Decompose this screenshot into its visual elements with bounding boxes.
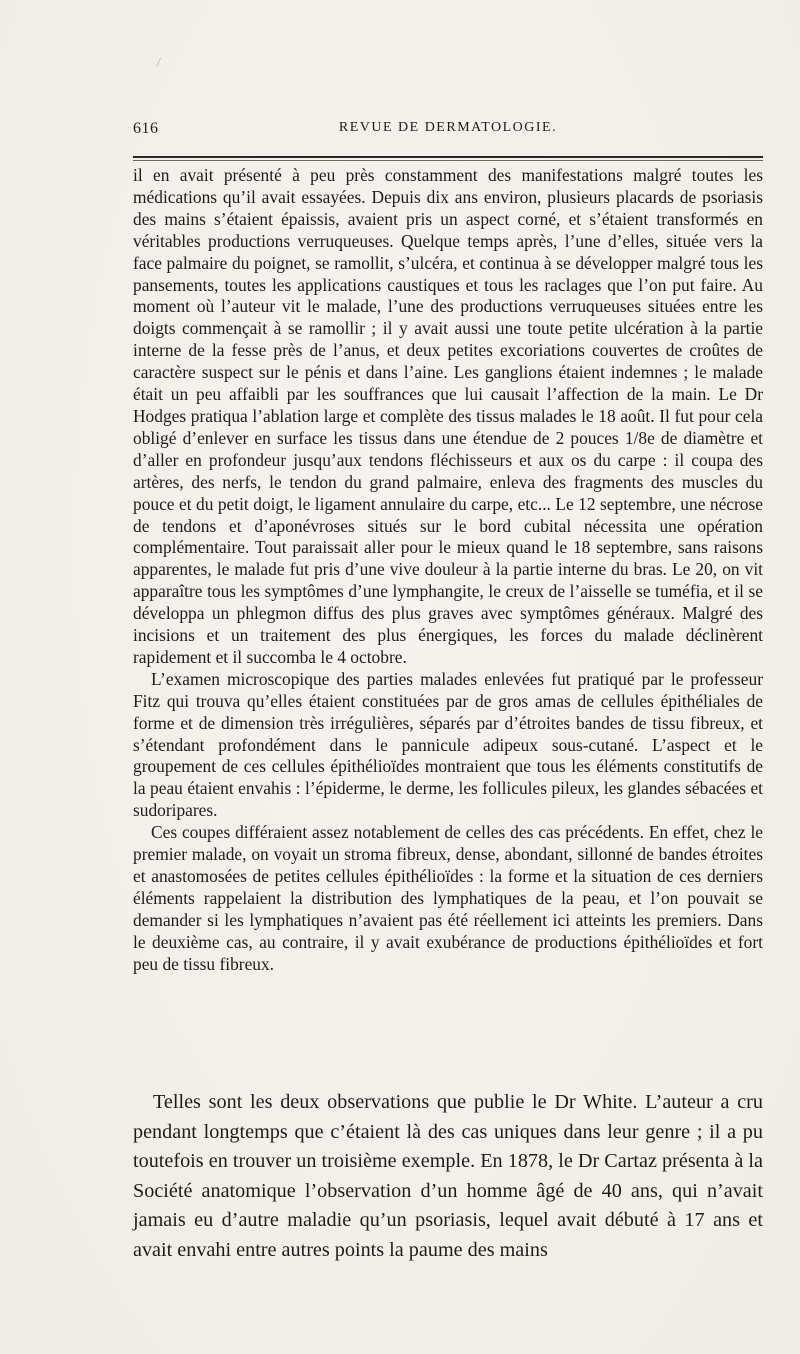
main-text	[133, 1088, 763, 1265]
body-text	[133, 165, 763, 976]
paragraph-comparison: Ces coupes différaient assez notablement de celles des cas précédents. En effet, chez le premier malade, on voyait un stroma fibreux, dense, abondant, sillonné de bandes étroites et anastomosées de petites cellules épithélioïdes : la forme et la situation de ces derniers éléments rappelaient la distribution des lymphatiques de la peau, et l’on pouvait se demander si les lymphatiques n’avaient pas été réellement ici atteints les premiers. Dans le deuxième cas, au contraire, il y avait exubérance de productions épithélioïdes et fort peu de tissu fibreux.	[133, 822, 763, 974]
page-number: 616	[133, 120, 159, 137]
running-title: REVUE DE DERMATOLOGIE.	[338, 120, 558, 135]
paragraph-case-continuation: il en avait présenté à peu près constamment des manifestations malgré toutes les médications qu’il avait essayées. Depuis dix ans environ, plusieurs placards de psoriasis des mains s’étaient épaissis, avaient pris un aspect corné, et s’étaient transformés en véritables productions verruqueuses. Quelque temps après, l’une d’elles, située vers la face palmaire du poignet, se ramollit, s’ulcéra, et continua à se développer malgré tous les pansements, toutes les applications caustiques et tous les raclages que l’on put faire. Au moment où l’auteur vit le malade, l’une des productions verruqueuses situées entre les doigts commençait à se ramollir ; il y avait aussi une toute petite ulcération à la partie interne de la fesse près de l’anus, et deux petites excoriations couvertes de croûtes de caractère suspect sur le pénis et dans l’aine. Les ganglions étaient indemnes ; le malade était un peu affaibli par les souffrances que lui causait l’affection de la main. Le Dr Hodges pratiqua l’ablation large et complète des tissus malades le 18 août. Il fut pour cela obligé d’enlever en surface les tissus dans une étendue de 2 pouces 1/8e de diamètre et d’aller en profondeur jusqu’aux tendons fléchisseurs et aux os du carpe : il coupa des artères, des nerfs, le tendon du grand palmaire, enleva des fragments des muscles du pouce et du petit doigt, le ligament annulaire du carpe, etc... Le 12 septembre, une nécrose de tendons et d’aponévroses situés sur le bord cubital nécessita une opération complémentaire. Tout paraissait aller pour le mieux quand le 18 septembre, sans raisons apparentes, le malade fut pris d’une vive douleur à la partie interne du bras. Le 20, on vit apparaître tous les symptômes d’une lymphangite, le creux de l’aisselle se tuméfia, et il se développa un phlegmon diffus des plus graves avec symptômes généraux. Malgré des incisions et un traitement des plus énergiques, les forces du malade déclinèrent rapidement et il succomba le 4 octobre.	[133, 165, 763, 667]
stray-mark	[156, 57, 165, 68]
paragraph-microscopic-exam: L’examen microscopique des parties malades enlevées fut pratiqué par le professeur Fitz qui trouva qu’elles étaient constituées par de gros amas de cellules épithéliales de forme et de dimension très irrégulières, séparés par d’étroites bandes de tissu fibreux, et s’étendant profondément dans le pannicule adipeux sous-cutané. L’aspect et le groupement de ces cellules épithélioïdes montraient que tous les éléments constitutifs de la peau étaient envahis : l’épiderme, le derme, les follicules pileux, les glandes sébacées et sudoripares.	[133, 668, 763, 821]
header-rule	[133, 156, 763, 158]
page-header	[133, 120, 763, 142]
paragraph-observations-summary: Telles sont les deux observations que publie le Dr White. L’auteur a cru pendant longtemps que c’étaient là des cas uniques dans leur genre ; il a pu toutefois en trouver un troisième exemple. En 1878, le Dr Cartaz présenta à la Société anatomique l’observation d’un homme âgé de 40 ans, qui n’avait jamais eu d’autre maladie qu’un psoriasis, lequel avait débuté à 17 ans et avait envahi entre autres points la paume des mains	[133, 1091, 763, 1261]
